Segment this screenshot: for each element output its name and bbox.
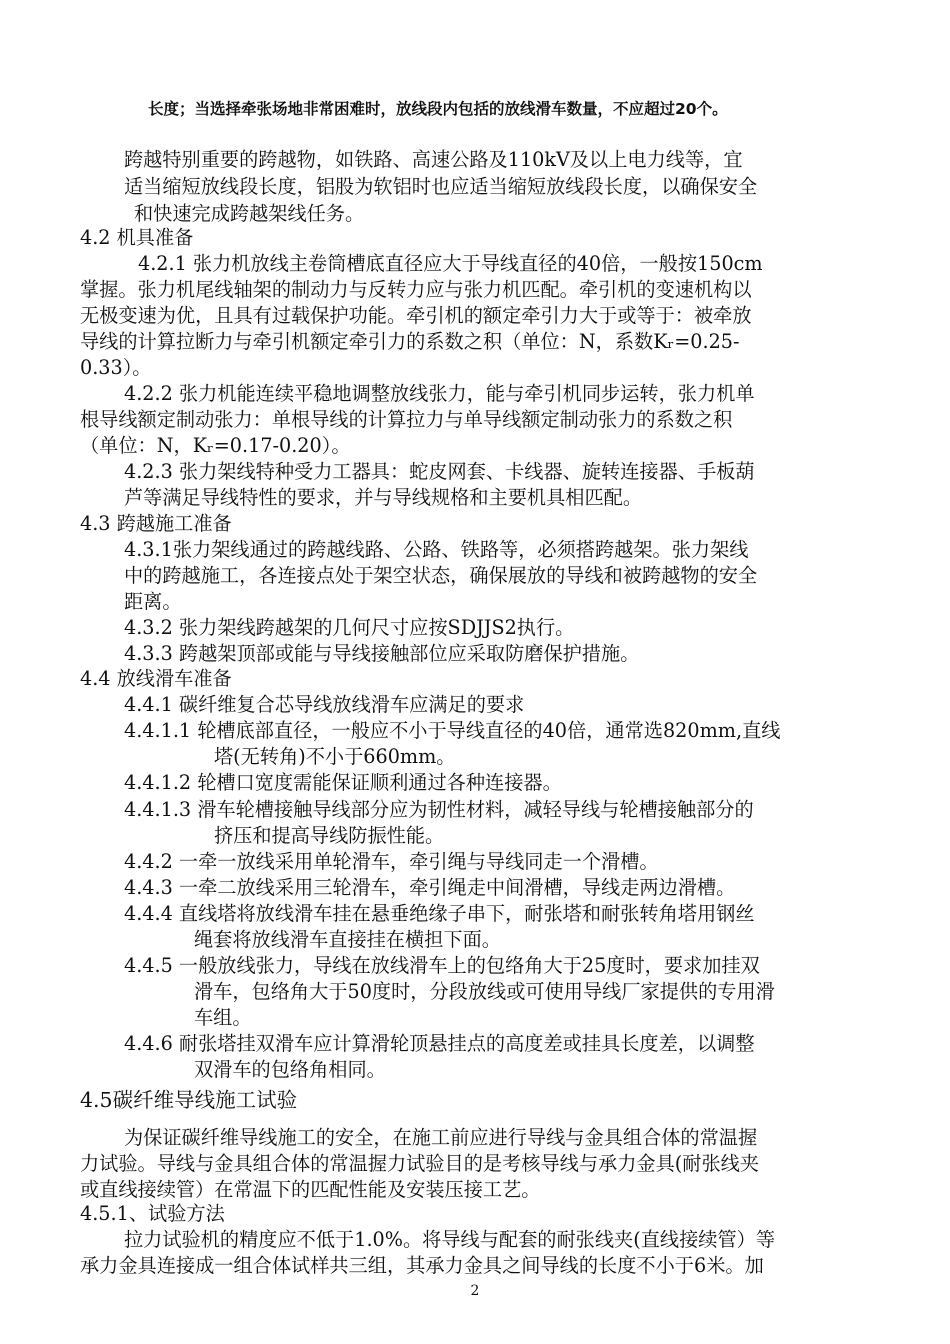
text-line: 4.4.4 直线塔将放线滑车挂在悬垂绝缘子串下，耐张塔和耐张转角塔用钢丝	[124, 902, 755, 925]
text-line: 和快速完成跨越架线任务。	[134, 202, 365, 225]
text-line: 4.3.3 跨越架顶部或能与导线接触部位应采取防磨保护措施。	[124, 642, 640, 665]
text-line: 适当缩短放线段长度，铝股为软铝时也应适当缩短放线段长度，以确保安全	[124, 175, 758, 198]
text-line: 4.4.5 一般放线张力，导线在放线滑车上的包络角大于25度时，要求加挂双	[124, 954, 760, 977]
text-line: 4.2.2 张力机能连续平稳地调整放线张力，能与牵引机同步运转，张力机单	[124, 382, 755, 405]
text-line: 车组。	[194, 1006, 252, 1029]
text-line: 为保证碳纤维导线施工的安全，在施工前应进行导线与金具组合体的常温握	[124, 1126, 758, 1149]
text-line: 4.4.3 一牵二放线采用三轮滑车，牵引绳走中间滑槽，导线走两边滑槽。	[124, 876, 736, 899]
text-line: 滑车，包络角大于50度时，分段放线或可使用导线厂家提供的专用滑	[194, 980, 775, 1003]
subsection-heading: 4.5.1、试验方法	[80, 1202, 225, 1225]
text-line: 0.33）。	[80, 356, 152, 379]
text-line: 拉力试验机的精度应不低于1.0%。将导线与配套的耐张线夹(直线接续管）等	[124, 1228, 776, 1251]
text-line: 4.4.6 耐张塔挂双滑车应计算滑轮顶悬挂点的高度差或挂具长度差，以调整	[124, 1032, 755, 1055]
section-heading: 4.5碳纤维导线施工试验	[80, 1088, 298, 1112]
text-line: 4.4.2 一牵一放线采用单轮滑车，牵引绳与导线同走一个滑槽。	[124, 850, 659, 873]
text-line: 4.3.2 张力架线跨越架的几何尺寸应按SDJJS2执行。	[124, 616, 575, 639]
text-line: 挤压和提高导线防振性能。	[214, 824, 445, 847]
text-line: 或直线接续管）在常温下的匹配性能及安装压接工艺。	[80, 1178, 541, 1201]
text-line: 根导线额定制动张力：单根导线的计算拉力与单导线额定制动张力的系数之积	[80, 408, 733, 431]
section-heading: 4.3 跨越施工准备	[80, 512, 232, 535]
text-line: 掌握。张力机尾线轴架的制动力与反转力应与张力机匹配。牵引机的变速机构以	[80, 278, 752, 301]
text-line: 芦等满足导线特性的要求，并与导线规格和主要机具相匹配。	[124, 486, 643, 509]
text-line: 跨越特别重要的跨越物，如铁路、高速公路及110kV及以上电力线等，宜	[124, 148, 743, 171]
text-line: 塔(无转角)不小于660mm。	[214, 745, 456, 768]
text-line: 4.4.1 碳纤维复合芯导线放线滑车应满足的要求	[124, 693, 525, 716]
top-text-line: 长度；当选择牵张场地非常困难时，放线段内包括的放线滑车数量，不应超过20个。	[148, 100, 728, 118]
text-line: （单位：N，Kᵣ=0.17-0.20）。	[80, 434, 351, 457]
text-line: 4.4.1.1 轮槽底部直径，一般应不小于导线直径的40倍，通常选820mm,直线	[124, 719, 781, 742]
text-line: 导线的计算拉断力与牵引机额定牵引力的系数之积（单位：N，系数Kᵣ=0.25-	[80, 330, 740, 353]
text-line: 无极变速为优，且具有过载保护功能。牵引机的额定牵引力大于或等于：被牵放	[80, 304, 752, 327]
text-line: 绳套将放线滑车直接挂在横担下面。	[194, 928, 501, 951]
page-number: 2	[470, 1283, 480, 1299]
text-line: 力试验。导线与金具组合体的常温握力试验目的是考核导线与承力金具(耐张线夹	[80, 1152, 760, 1175]
text-line: 4.4.1.3 滑车轮槽接触导线部分应为韧性材料，减轻导线与轮槽接触部分的	[124, 798, 754, 821]
text-line: 距离。	[124, 590, 182, 613]
text-line: 双滑车的包络角相同。	[194, 1058, 386, 1081]
section-heading: 4.4 放线滑车准备	[80, 667, 232, 690]
section-heading: 4.2 机具准备	[80, 226, 194, 249]
text-line: 中的跨越施工，各连接点处于架空状态，确保展放的导线和被跨越物的安全	[124, 564, 758, 587]
text-line: 4.2.3 张力架线特种受力工器具：蛇皮网套、卡线器、旋转连接器、手板葫	[124, 460, 755, 483]
text-line: 4.2.1 张力机放线主卷筒槽底直径应大于导线直径的40倍，一般按150cm	[138, 252, 763, 275]
text-line: 4.4.1.2 轮槽口宽度需能保证顺利通过各种连接器。	[124, 771, 562, 794]
text-line: 承力金具连接成一组合体试样共三组，其承力金具之间导线的长度不小于6米。加	[80, 1254, 764, 1277]
text-line: 4.3.1张力架线通过的跨越线路、公路、铁路等，必须搭跨越架。张力架线	[124, 538, 749, 561]
